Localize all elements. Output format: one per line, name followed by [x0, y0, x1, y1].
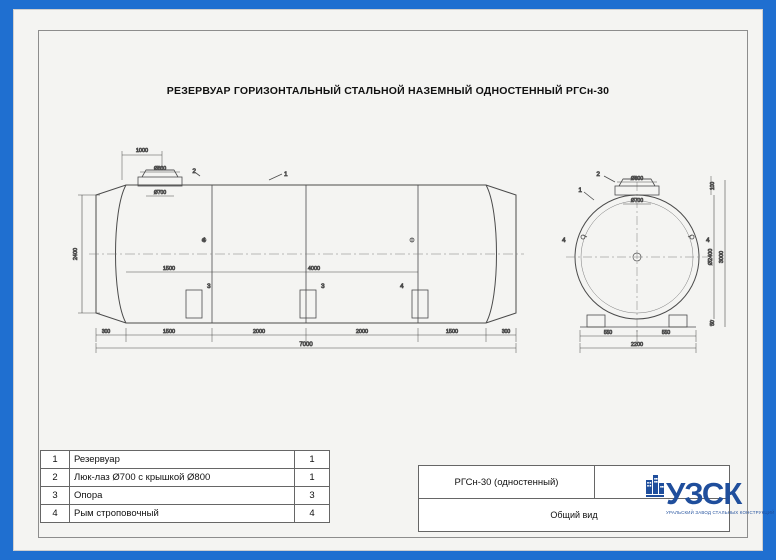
svg-text:2200: 2200 — [630, 342, 644, 348]
svg-text:300: 300 — [101, 329, 111, 335]
svg-text:2: 2 — [596, 171, 600, 178]
svg-text:2000: 2000 — [252, 329, 266, 335]
part-qty: 4 — [295, 505, 330, 523]
part-qty: 1 — [295, 451, 330, 469]
svg-text:1500: 1500 — [445, 329, 459, 335]
table-row — [41, 469, 330, 487]
svg-text:50: 50 — [710, 320, 716, 326]
svg-text:1500: 1500 — [162, 266, 176, 272]
table-row — [41, 487, 330, 505]
svg-text:100: 100 — [710, 181, 716, 191]
part-name: Резервуар — [70, 451, 295, 469]
svg-text:300: 300 — [501, 329, 511, 335]
drawing-sheet — [14, 10, 775, 550]
svg-text:4: 4 — [706, 237, 710, 244]
svg-text:2000: 2000 — [355, 329, 369, 335]
svg-text:4: 4 — [400, 283, 404, 290]
svg-text:Ø700: Ø700 — [630, 198, 644, 204]
svg-text:Ø800: Ø800 — [630, 176, 644, 182]
svg-text:550: 550 — [603, 330, 613, 336]
designation-text: РГСн-30 (одностенный) — [454, 476, 559, 488]
svg-text:1500: 1500 — [162, 329, 176, 335]
table-row — [41, 505, 330, 523]
view-text: Общий вид — [550, 510, 598, 520]
svg-text:2400: 2400 — [73, 247, 79, 261]
part-qty: 1 — [295, 469, 330, 487]
part-pos: 1 — [41, 451, 70, 469]
svg-text:Ø800: Ø800 — [153, 166, 167, 172]
svg-text:4: 4 — [562, 237, 566, 244]
svg-text:2: 2 — [192, 168, 196, 175]
svg-text:4000: 4000 — [307, 266, 321, 272]
part-name: Люк-лаз Ø700 с крышкой Ø800 — [70, 469, 295, 487]
part-pos: 2 — [41, 469, 70, 487]
svg-text:550: 550 — [661, 330, 671, 336]
part-pos: 3 — [41, 487, 70, 505]
svg-text:1: 1 — [284, 171, 288, 178]
svg-text:1000: 1000 — [135, 148, 149, 154]
logo-wordmark: УЗСК — [666, 476, 742, 511]
svg-text:7000: 7000 — [299, 342, 313, 348]
part-name: Опора — [70, 487, 295, 505]
part-name: Рым строповочный — [70, 505, 295, 523]
page-title: РЕЗЕРВУАР ГОРИЗОНТАЛЬНЫЙ СТАЛЬНОЙ НАЗЕМНЫЙ ОДНОСТЕННЫЙ РГСн-30 — [166, 85, 610, 97]
svg-text:4: 4 — [202, 237, 206, 244]
svg-text:Ø700: Ø700 — [153, 190, 167, 196]
factory-icon — [644, 470, 666, 500]
company-logo — [644, 462, 775, 524]
svg-text:Ø2400: Ø2400 — [708, 248, 714, 266]
part-qty: 3 — [295, 487, 330, 505]
svg-text:1: 1 — [578, 187, 582, 194]
svg-text:3000: 3000 — [719, 250, 725, 264]
table-row — [41, 451, 330, 469]
logo-tagline: УРАЛЬСКИЙ ЗАВОД СТАЛЬНЫХ КОНСТРУКЦИЙ — [666, 510, 775, 515]
part-pos: 4 — [41, 505, 70, 523]
svg-text:3: 3 — [207, 283, 211, 290]
svg-text:3: 3 — [321, 283, 325, 290]
parts-specification-table — [40, 450, 330, 523]
